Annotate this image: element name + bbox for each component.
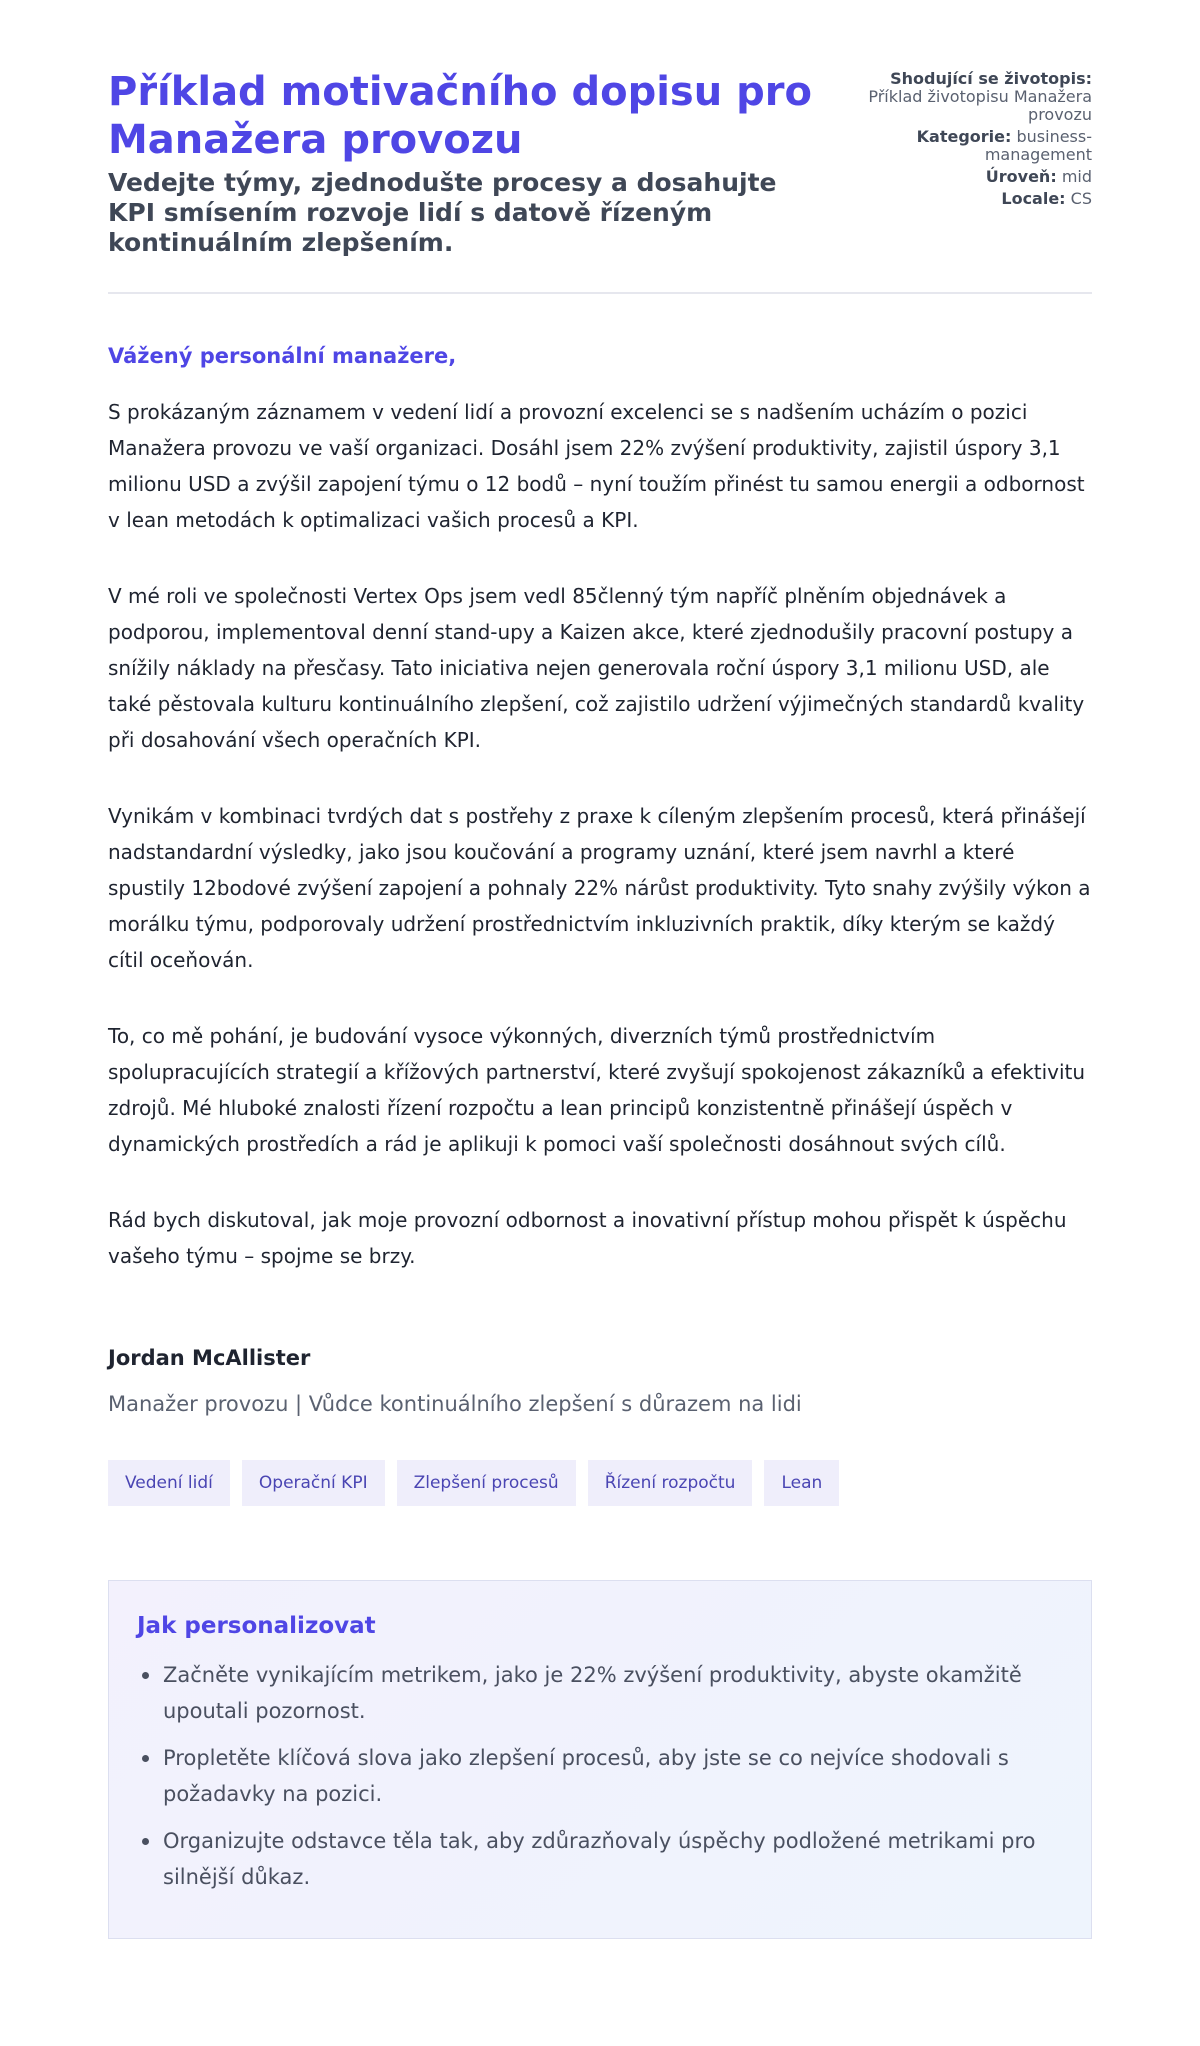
tips-item-2: Propletěte klíčová slova jako zlepšení procesů, aby jste se co nejvíce shodovali s požadavky na pozici. — [163, 1740, 1063, 1812]
meta-resume — [832, 70, 1092, 124]
meta-level-label: Úroveň: — [985, 167, 1057, 186]
meta-resume-label: Shodující se životopis: — [890, 69, 1092, 88]
meta-category — [832, 128, 1092, 164]
meta-panel — [832, 68, 1092, 212]
signature-title: Manažer provozu | Vůdce kontinuálního zlepšení s důrazem na lidi — [108, 1392, 802, 1416]
tag-operacni-kpi: Operační KPI — [242, 1460, 385, 1506]
tag-vedeni-lidi: Vedení lidí — [108, 1460, 230, 1506]
meta-level-value: mid — [1061, 167, 1092, 186]
letter-body — [108, 344, 1092, 1274]
letter-paragraph-2: V mé roli ve společnosti Vertex Ops jsem vedl 85členný tým napříč plněním objednávek a podporou, implementoval denní stand-upy a Kaizen akce, které zjednodušily pracovní postupy a snížily náklady na přesčasy. Tato iniciativa nejen generovala roční úspory 3,1 milionu USD, ale také pěstovala kulturu kontinuálního zlepšení, což zajistilo udržení výjimečných standardů kvality při dosahování všech operačních KPI. — [108, 584, 1085, 752]
meta-level — [832, 168, 1092, 186]
personalization-tips — [108, 1580, 1092, 1939]
meta-locale-value: CS — [1070, 189, 1092, 208]
header-title-block — [108, 68, 828, 258]
tag-rizeni-rozpoctu: Řízení rozpočtu — [588, 1460, 753, 1506]
page-title: Příklad motivačního dopisu pro Manažera provozu — [108, 69, 812, 163]
meta-locale — [832, 190, 1092, 208]
letter-paragraph-1: S prokázaným záznamem v vedení lidí a provozní excelenci se s nadšením ucházím o pozici Manažera provozu ve vaší organizaci. Dosáhl jsem 22% zvýšení produktivity, zajistil úspory 3,1 milionu USD a zvýšil zapojení týmu o 12 bodů – nyní toužím přinést tu samou energii a odbornost v lean metodách k optimalizaci vašich procesů a KPI. — [108, 400, 1085, 532]
meta-category-label: Kategorie: — [916, 127, 1012, 146]
letter-paragraph-4: To, co mě pohání, je budování vysoce výkonných, diverzních týmů prostřednictvím spolupracujících strategií a křížových partnerství, které zvyšují spokojenost zákazníků a efektivitu zdrojů. Mé hluboké znalosti řízení rozpočtu a lean principů konzistentně přinášejí úspěch v dynamických prostředích a rád je aplikuji k pomoci vaší společnosti dosáhnout svých cílů. — [108, 1024, 1086, 1156]
letter-paragraph-3: Vynikám v kombinaci tvrdých dat s postřehy z praxe k cíleným zlepšením procesů, která přinášejí nadstandardní výsledky, jako jsou koučování a programy uznání, které jsem navrhl a které spustily 12bodové zvýšení zapojení a pohnaly 22% nárůst produktivity. Tyto snahy zvýšily výkon a morálku týmu, podporovaly udržení prostřednictvím inkluzivních praktik, díky kterým se každý cítil oceňován. — [108, 804, 1091, 972]
page-subtitle: Vedejte týmy, zjednodušte procesy a dosahujte KPI smísením rozvoje lidí s datově řízeným kontinuálním zlepšením. — [108, 168, 777, 257]
tips-item-1: Začněte vynikajícím metrikem, jako je 22% zvýšení produktivity, abyste okamžitě upoutali pozornost. — [163, 1657, 1063, 1729]
tips-title: Jak personalizovat — [137, 1613, 376, 1639]
meta-resume-value: Příklad životopisu Manažera provozu — [868, 87, 1092, 124]
meta-category-value: business-management — [984, 127, 1092, 164]
tag-lean: Lean — [764, 1460, 839, 1506]
document-header — [108, 68, 1092, 294]
signature-name: Jordan McAllister — [108, 1346, 311, 1370]
tag-zlepseni-procesu: Zlepšení procesů — [397, 1460, 576, 1506]
tips-item-3: Organizujte odstavce těla tak, aby zdůrazňovaly úspěchy podložené metrikami pro silnější důkaz. — [163, 1823, 1063, 1895]
tips-list — [137, 1657, 1063, 1895]
meta-locale-label: Locale: — [1001, 189, 1066, 208]
signature-block — [108, 1346, 1092, 1416]
keyword-tags — [108, 1460, 1092, 1506]
letter-paragraph-5: Rád bych diskutoval, jak moje provozní odbornost a inovativní přístup mohou přispět k úspěchu vašeho týmu – spojme se brzy. — [108, 1208, 1067, 1268]
salutation: Vážený personální manažere, — [108, 344, 457, 368]
